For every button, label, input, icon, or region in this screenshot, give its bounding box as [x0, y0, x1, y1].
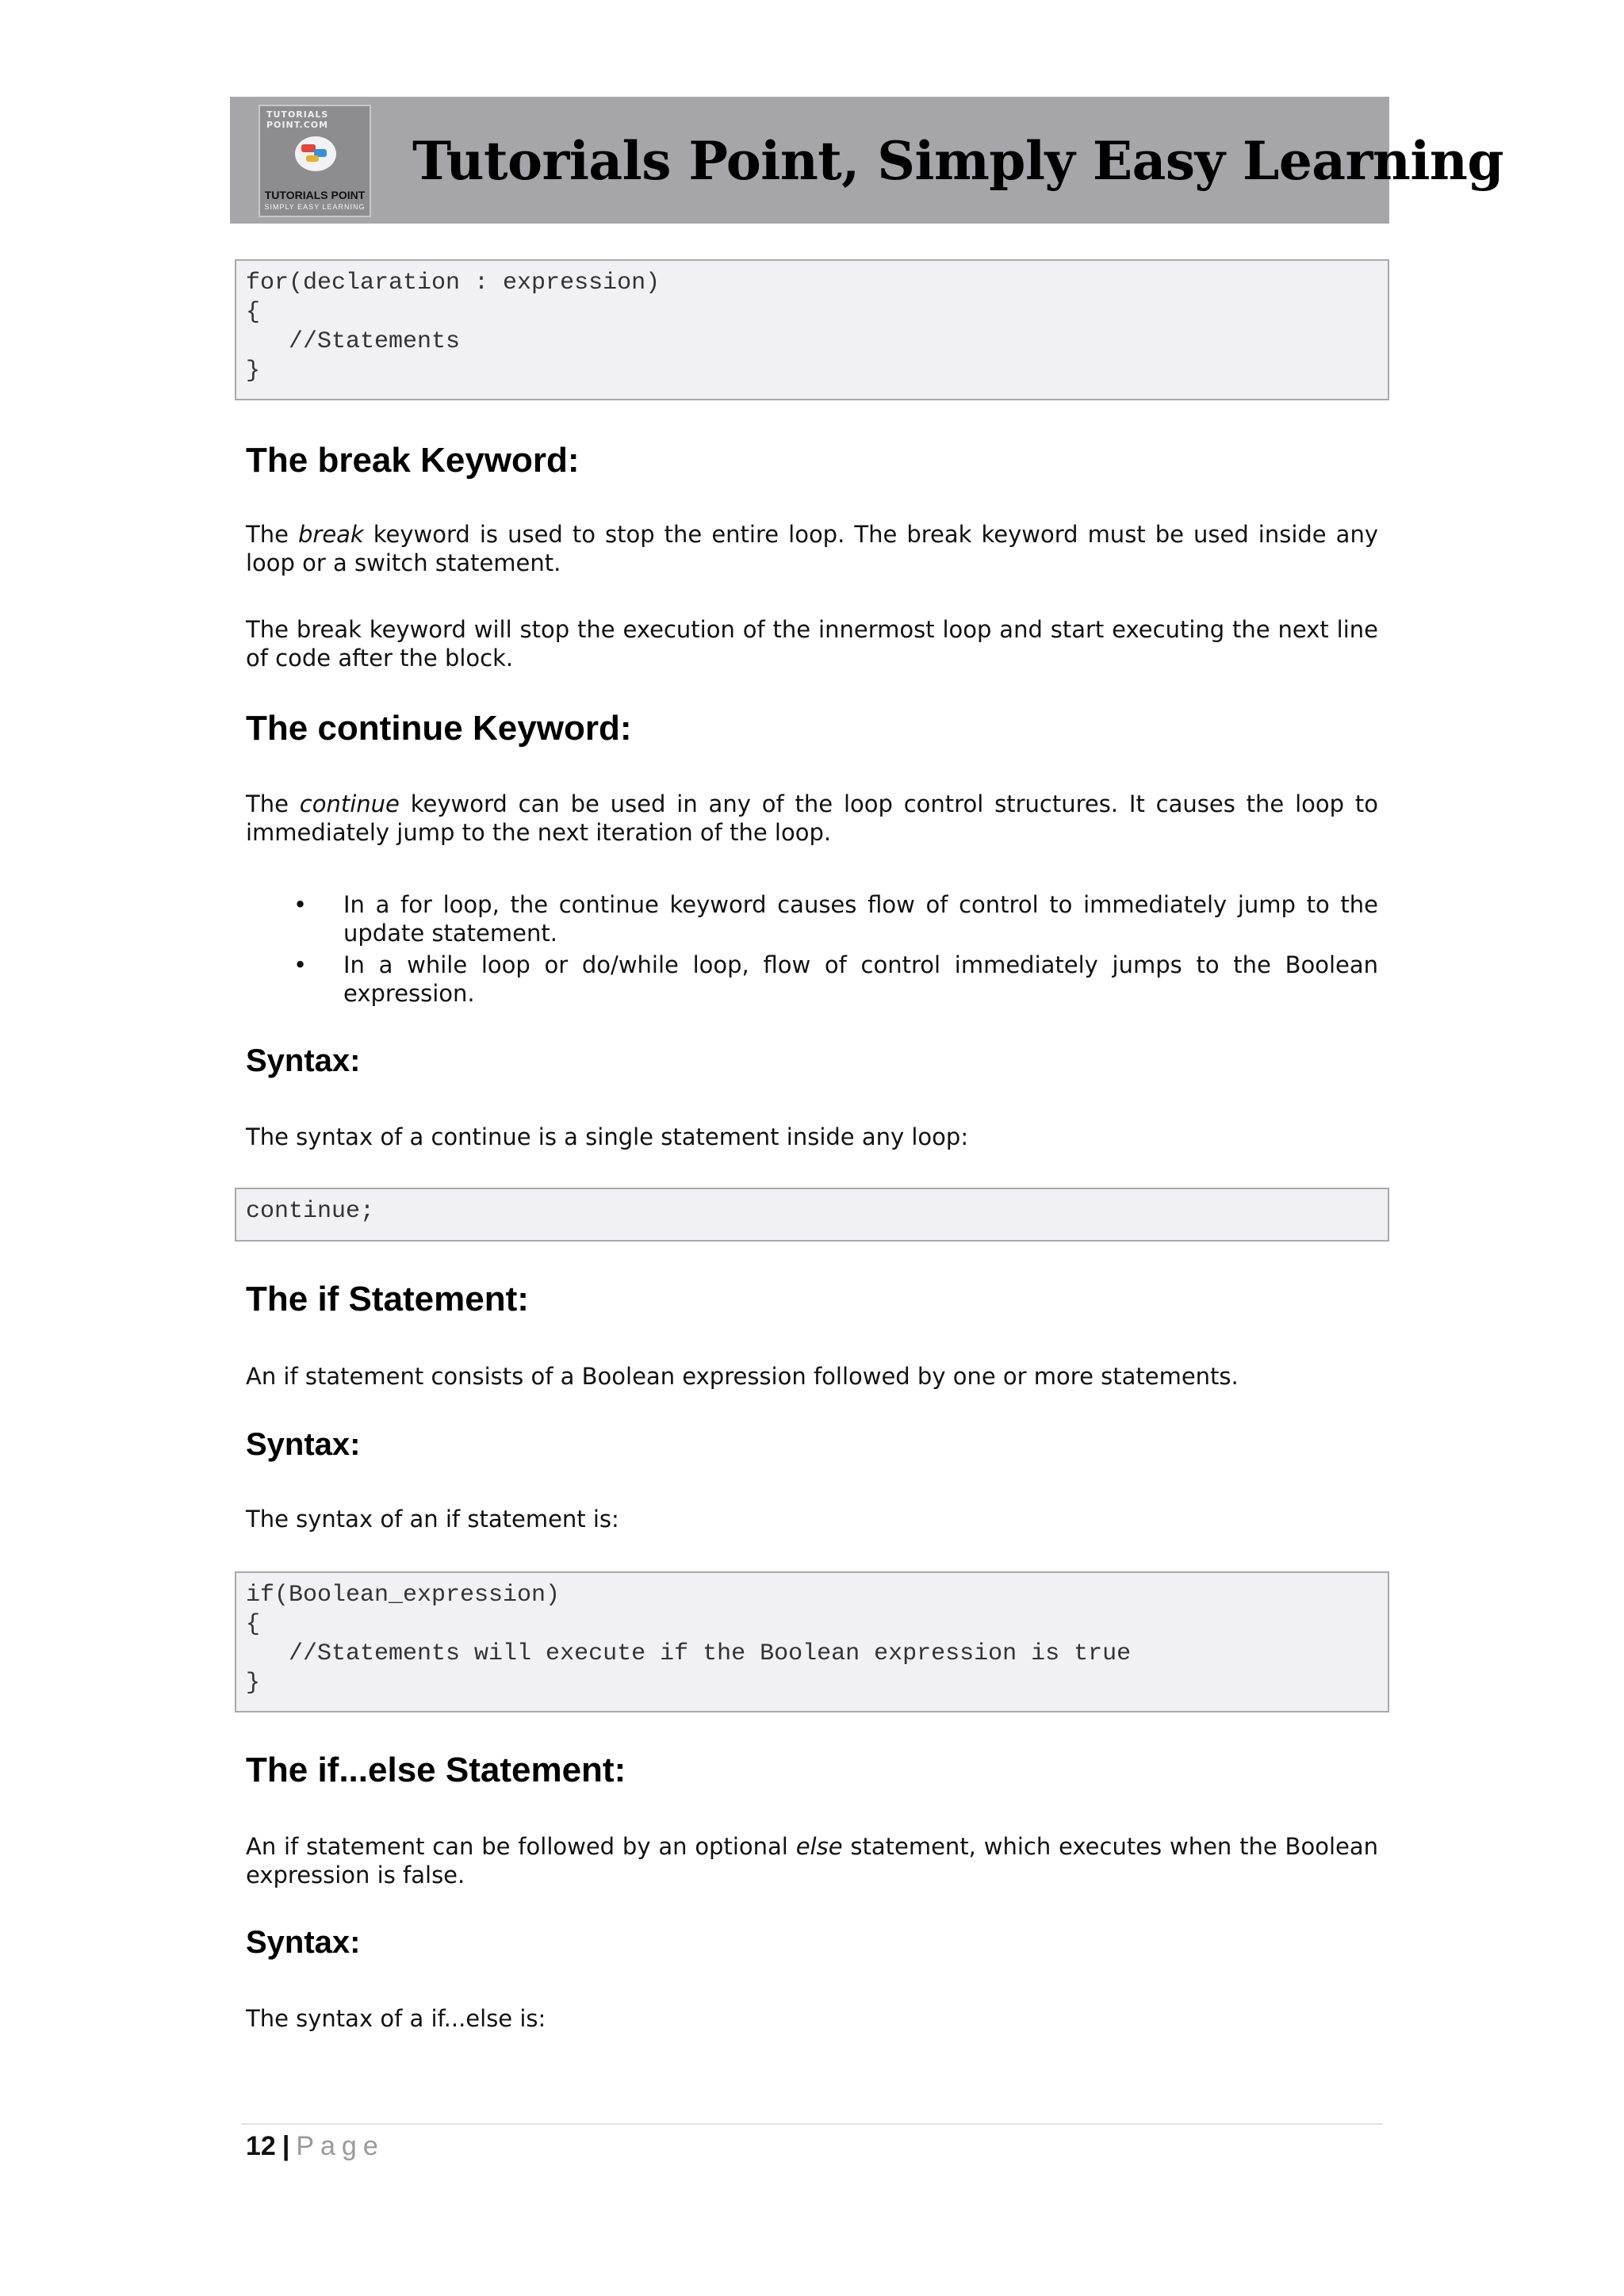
heading-syntax: Syntax:: [246, 1043, 361, 1078]
code-line: //Statements will execute if the Boolean expression is true: [246, 1640, 1132, 1667]
paragraph-break-1: The break keyword is used to stop the entire loop. The break keyword must be used inside any loop or a switch statement.: [246, 521, 1378, 576]
list-item: In a while loop or do/while loop, flow of control immediately jumps to the Boolean expression.: [343, 951, 1378, 1007]
footer-divider: [241, 2123, 1383, 2125]
heading-break-keyword: The break Keyword:: [246, 441, 580, 480]
code-line: for(declaration : expression): [246, 270, 661, 297]
heading-if-statement: The if Statement:: [246, 1280, 529, 1318]
paragraph-if-1: An if statement consists of a Boolean expression followed by one or more statements.: [246, 1363, 1239, 1390]
footer-separator: |: [282, 2131, 290, 2161]
paragraph-if-else-syntax: The syntax of a if...else is:: [246, 2005, 546, 2032]
bullet-icon: •: [293, 951, 308, 978]
code-line: }: [246, 358, 261, 385]
header-banner: [230, 97, 1504, 224]
code-block-for-each: [235, 259, 1389, 400]
heading-syntax: Syntax:: [246, 1925, 361, 1960]
paragraph-break-2: The break keyword will stop the execution of the innermost loop and start executing the next line of code after the block.: [246, 616, 1378, 672]
code-block-continue: [235, 1188, 1389, 1242]
code-line: {: [246, 1611, 261, 1638]
code-line: if(Boolean_expression): [246, 1582, 561, 1609]
paragraph-continue-syntax: The syntax of a continue is a single statement inside any loop:: [246, 1123, 969, 1150]
emphasis-else: else: [795, 1833, 843, 1860]
emphasis-continue: continue: [299, 790, 400, 817]
bullet-icon: •: [293, 891, 308, 918]
code-block-if: [235, 1571, 1389, 1712]
page-number: 12: [246, 2131, 276, 2161]
logo-brand-text: TUTORIALS POINT: [264, 189, 366, 201]
logo-emblem-icon: [295, 136, 336, 171]
heading-continue-keyword: The continue Keyword:: [246, 709, 632, 748]
code-line: //Statements: [246, 328, 461, 355]
paragraph-if-else-1: An if statement can be followed by an optional else statement, which executes when the Boolean expression is false.: [246, 1833, 1378, 1888]
header-title: Tutorials Point, Simply Easy Learning: [412, 130, 1504, 192]
page-label: Page: [296, 2131, 385, 2161]
page-footer: [246, 2131, 385, 2162]
paragraph-continue-1: The continue keyword can be used in any of the loop control structures. It causes the loop to immediately jump to the next iteration of the loop.: [246, 790, 1379, 846]
code-line: {: [246, 299, 261, 326]
code-line: }: [246, 1670, 261, 1697]
heading-if-else-statement: The if...else Statement:: [246, 1751, 626, 1789]
tutorials-point-logo: [259, 105, 371, 217]
paragraph-if-syntax: The syntax of an if statement is:: [246, 1506, 619, 1533]
logo-tagline: SIMPLY EASY LEARNING: [264, 203, 366, 211]
logo-ring-text: TUTORIALS POINT.COM: [266, 109, 329, 130]
heading-syntax: Syntax:: [246, 1427, 361, 1462]
emphasis-break: break: [297, 521, 364, 548]
list-item: In a for loop, the continue keyword causes flow of control to immediately jump to the update statement.: [343, 891, 1378, 947]
code-line: continue;: [246, 1198, 375, 1225]
